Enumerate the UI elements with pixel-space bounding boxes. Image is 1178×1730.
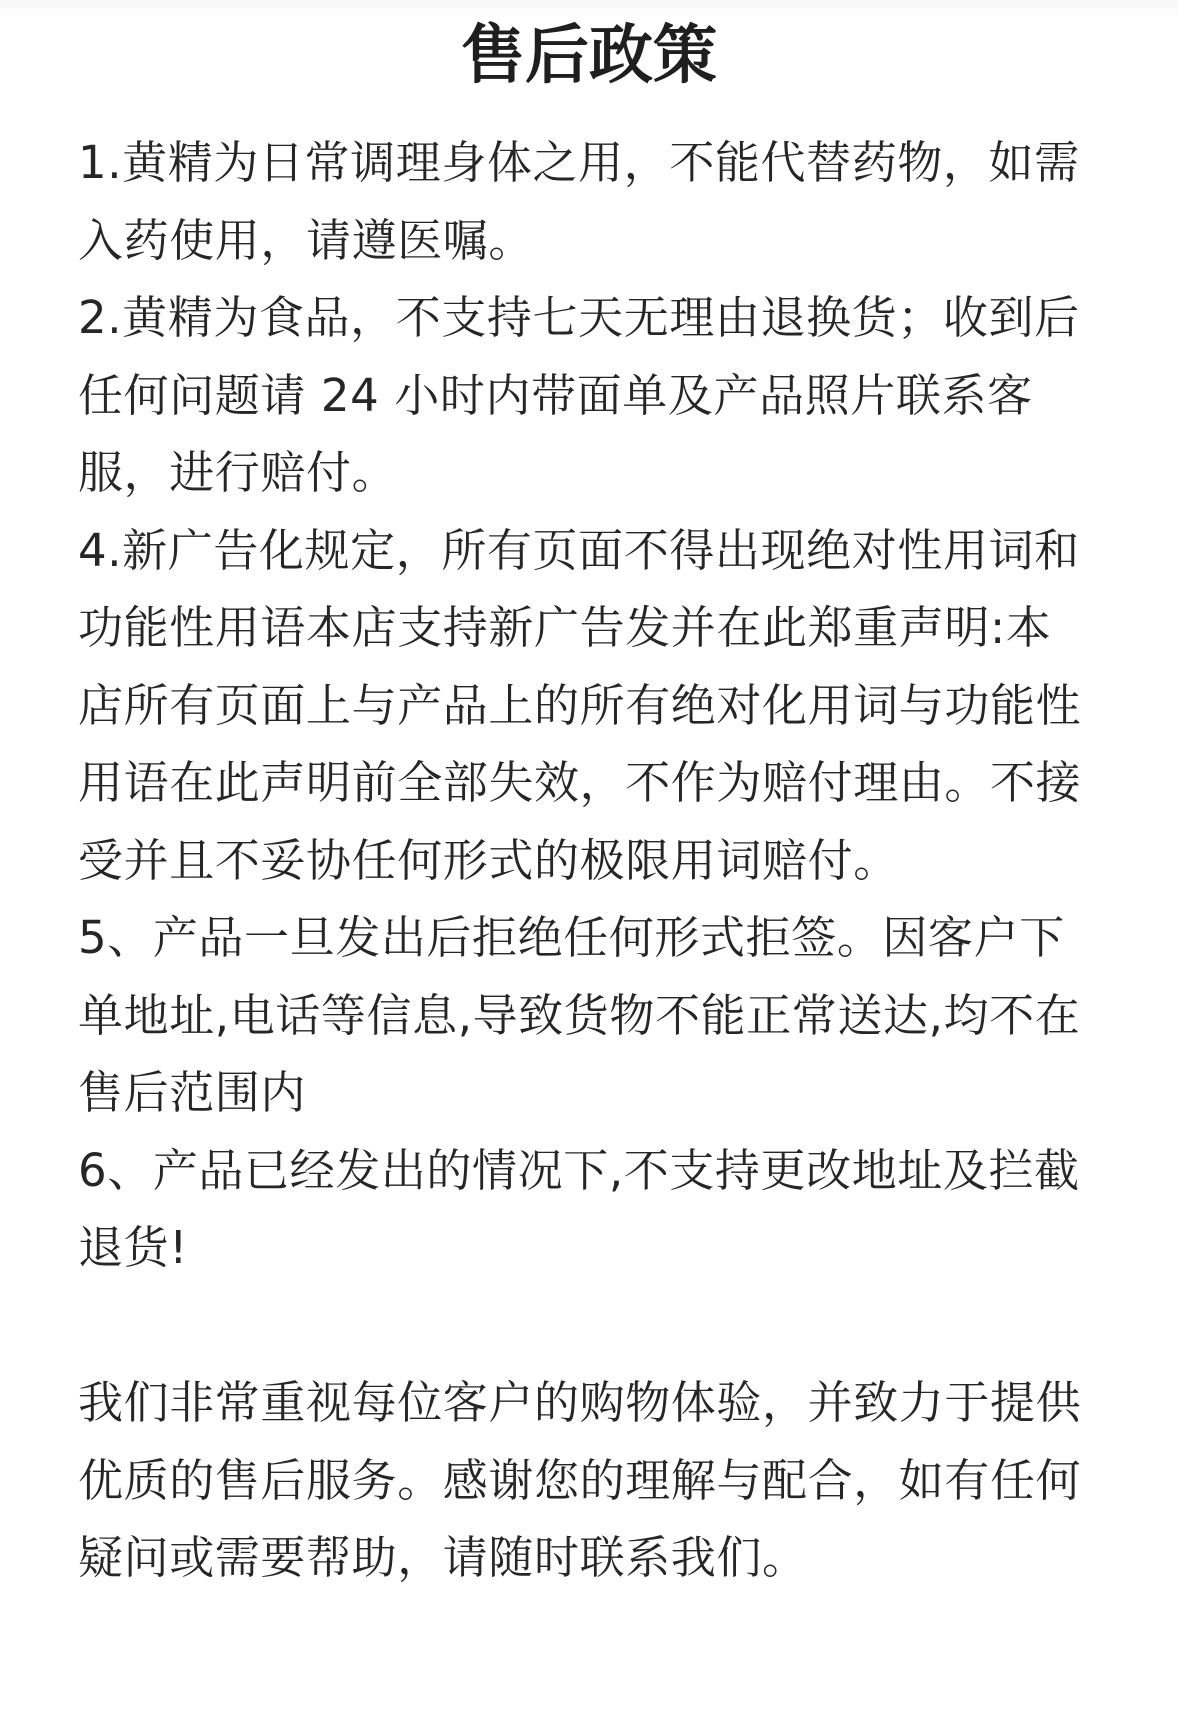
policy-item-1: 1.黄精为日常调理身体之用，不能代替药物，如需入药使用，请遵医嘱。 (78, 136, 1080, 267)
policy-content (78, 124, 1093, 1597)
top-fade (0, 0, 1178, 18)
paragraph-spacer (78, 1287, 1093, 1365)
policy-item-2: 2.黄精为食品，不支持七天无理由退换货；收到后任何问题请 24 小时内带面单及产品照片联系客服，进行赔付。 (78, 291, 1080, 499)
policy-item-6: 6、产品已经发出的情况下,不支持更改地址及拦截退货! (78, 1143, 1080, 1274)
page-title: 售后政策 (461, 19, 717, 93)
policy-item-5: 5、产品一旦发出后拒绝任何形式拒签。因客户下单地址,电话等信息,导致货物不能正常送达,均不在售后范围内 (78, 911, 1081, 1119)
closing-paragraph: 我们非常重视每位客户的购物体验，并致力于提供优质的售后服务。感谢您的理解与配合，如有任何疑问或需要帮助，请随时联系我们。 (78, 1376, 1082, 1584)
policy-item-4: 4.新广告化规定，所有页面不得出现绝对性用词和功能性用语本店支持新广告发并在此郑重声明:本店所有页面上与产品上的所有绝对化用词与功能性用语在此声明前全部失效，不作为赔付理由。不接受并且不妥协任何形式的极限用词赔付。 (78, 523, 1082, 887)
